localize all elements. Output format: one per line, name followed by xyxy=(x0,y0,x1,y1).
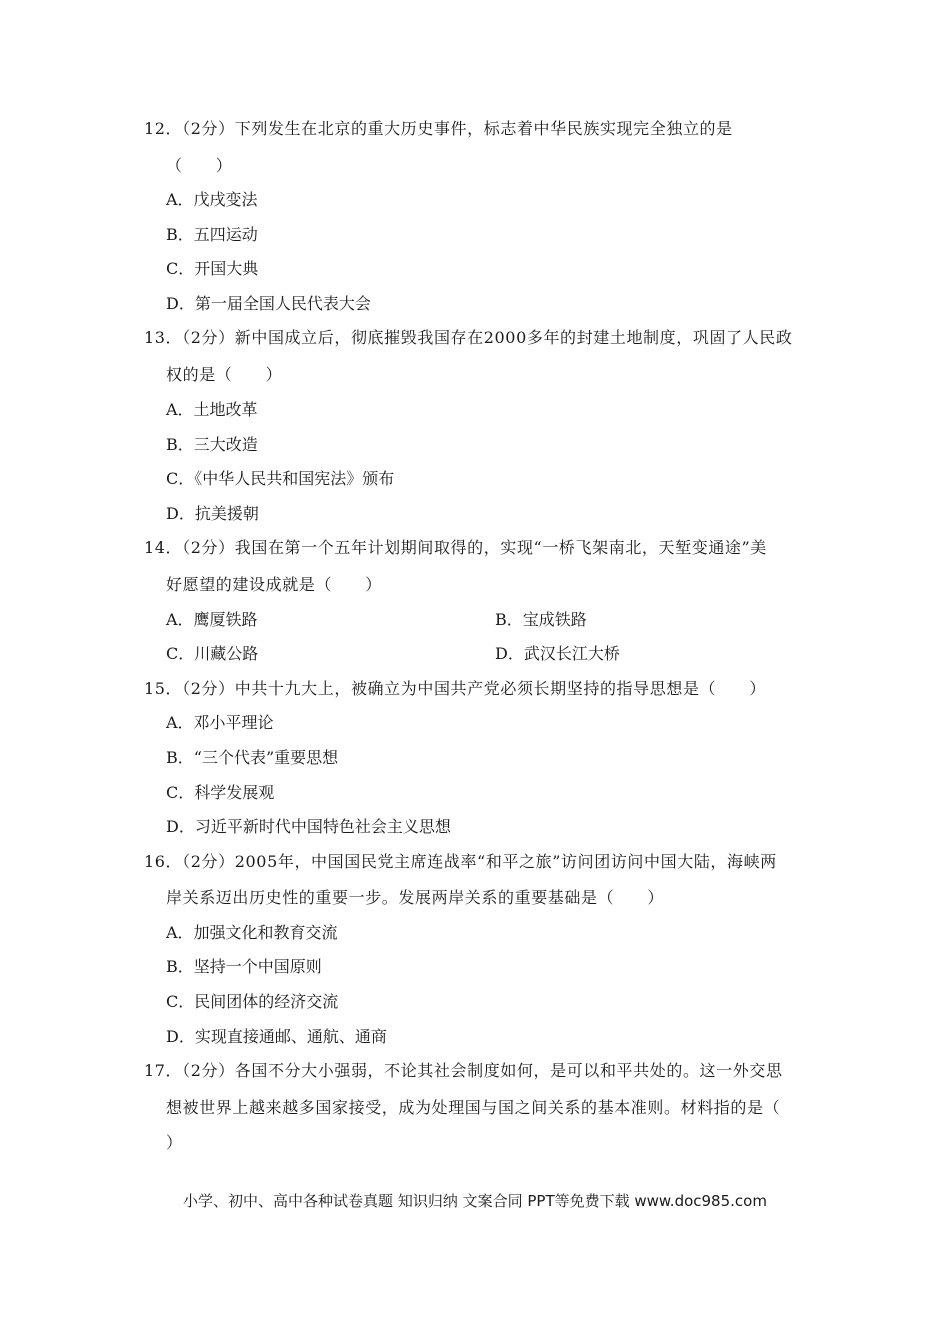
question-14-option-a: A．鹰厦铁路 xyxy=(166,610,258,629)
page-footer: 小学、初中、高中各种试卷真题 知识归纳 文案合同 PPT等免费下载 www.doc985.com xyxy=(183,1192,767,1210)
question-14-option-b: B．宝成铁路 xyxy=(495,610,587,629)
question-14-stem: 14．（2分）我国在第一个五年计划期间取得的，实现“一桥飞架南北，天堑变通途”美 xyxy=(144,538,767,557)
question-15-option-d: D．习近平新时代中国特色社会主义思想 xyxy=(166,817,451,836)
question-16-stem: 16．（2分）2005年，中国国民党主席连战率“和平之旅”访问团访问中国大陆，海峡两 xyxy=(144,852,777,871)
question-13-stem: 13．（2分）新中国成立后，彻底摧毁我国存在2000多年的封建土地制度，巩固了人民政 xyxy=(144,328,793,347)
question-15-option-c: C．科学发展观 xyxy=(166,783,275,802)
question-13-option-c: C．《中华人民共和国宪法》颁布 xyxy=(166,469,395,488)
question-14-stem-cont: 好愿望的建设成就是（ ） xyxy=(166,575,382,594)
question-14-option-c: C．川藏公路 xyxy=(166,644,259,663)
question-12-stem: 12．（2分）下列发生在北京的重大历史事件，标志着中华民族实现完全独立的是 xyxy=(144,119,733,138)
question-15-option-a: A．邓小平理论 xyxy=(166,713,274,732)
question-13-option-d: D．抗美援朝 xyxy=(166,504,259,523)
question-14-option-d: D．武汉长江大桥 xyxy=(495,644,620,663)
question-15-option-b: B．“三个代表”重要思想 xyxy=(166,748,339,767)
question-17-stem: 17．（2分）各国不分大小强弱，不论其社会制度如何，是可以和平共处的。这一外交思 xyxy=(144,1061,783,1080)
question-13-option-b: B．三大改造 xyxy=(166,435,258,454)
question-16-option-c: C．民间团体的经济交流 xyxy=(166,992,339,1011)
question-17-answer-bracket: ） xyxy=(166,1133,183,1152)
question-13-option-a: A．土地改革 xyxy=(166,400,258,419)
question-12-option-a: A．戊戌变法 xyxy=(166,190,258,209)
question-16-option-b: B．坚持一个中国原则 xyxy=(166,957,322,976)
question-12-option-d: D．第一届全国人民代表大会 xyxy=(166,294,371,313)
question-12-option-c: C．开国大典 xyxy=(166,259,259,278)
question-12-answer-bracket: （ ） xyxy=(166,156,233,175)
question-13-stem-cont: 权的是（ ） xyxy=(166,365,283,384)
question-16-option-a: A．加强文化和教育交流 xyxy=(166,923,338,942)
question-17-stem-cont: 想被世界上越来越多国家接受，成为处理国与国之间关系的基本准则。材料指的是（ xyxy=(166,1098,781,1117)
question-16-option-d: D．实现直接通邮、通航、通商 xyxy=(166,1027,387,1046)
question-12-option-b: B．五四运动 xyxy=(166,225,258,244)
question-16-stem-cont: 岸关系迈出历史性的重要一步。发展两岸关系的重要基础是（ ） xyxy=(166,888,665,907)
question-15-stem: 15．（2分）中共十九大上，被确立为中国共产党必须长期坚持的指导思想是（ ） xyxy=(144,679,766,698)
